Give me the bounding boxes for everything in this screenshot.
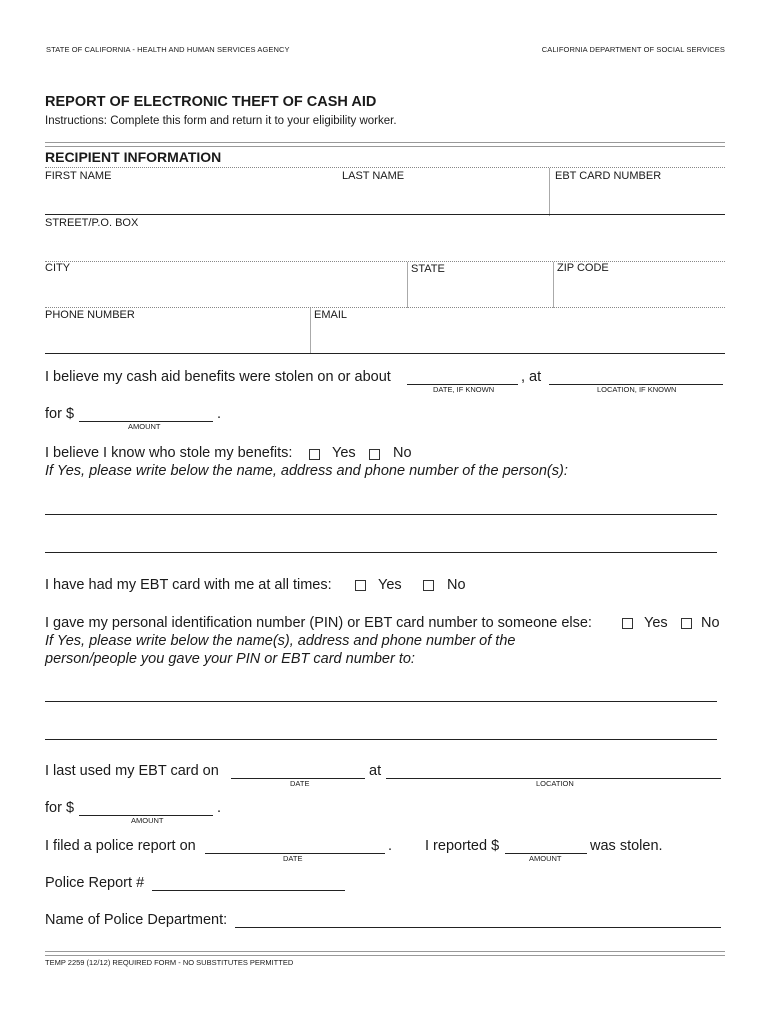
know-who-no-checkbox[interactable] — [369, 449, 380, 460]
card-with-me-question: I have had my EBT card with me at all times: — [45, 577, 332, 593]
city-state-zip-field[interactable] — [45, 307, 725, 308]
footer-divider-2 — [45, 955, 725, 956]
state-divider — [407, 262, 408, 308]
phone-label: PHONE NUMBER — [45, 309, 135, 321]
street-label: STREET/P.O. BOX — [45, 217, 139, 229]
form-id: TEMP 2259 (12/12) REQUIRED FORM - NO SUBSTITUTES PERMITTED — [45, 958, 294, 967]
last-used-location-hint: LOCATION — [536, 779, 574, 788]
stolen-location-hint: LOCATION, IF KNOWN — [597, 385, 677, 394]
pin-recipient-line-2[interactable] — [45, 739, 717, 740]
know-who-yes-checkbox[interactable] — [309, 449, 320, 460]
first-name-label: FIRST NAME — [45, 170, 112, 182]
zip-divider — [553, 262, 554, 308]
police-filed-period: . — [388, 838, 393, 854]
card-with-me-yes-checkbox[interactable] — [355, 580, 366, 591]
gave-pin-yes-checkbox[interactable] — [622, 618, 633, 629]
police-date-hint: DATE — [283, 854, 303, 863]
agency-header: STATE OF CALIFORNIA - HEALTH AND HUMAN SERVICES AGENCY — [46, 45, 290, 54]
section-divider-top-2 — [45, 146, 725, 147]
know-who-yes-label: Yes — [332, 445, 356, 461]
email-divider — [310, 308, 311, 354]
card-with-me-no-checkbox[interactable] — [423, 580, 434, 591]
police-department-label: Name of Police Department: — [45, 912, 228, 928]
zip-label: ZIP CODE — [557, 262, 609, 274]
last-used-period: . — [217, 800, 222, 816]
ebt-divider — [549, 168, 550, 216]
form-instructions: Instructions: Complete this form and return it to your eligibility worker. — [45, 115, 397, 127]
stolen-at: , at — [521, 369, 542, 385]
gave-pin-question: I gave my personal identification number (PIN) or EBT card number to someone else: — [45, 615, 592, 631]
was-stolen-text: was stolen. — [590, 838, 663, 854]
last-used-for: for $ — [45, 800, 75, 816]
recipient-top-rule — [45, 167, 725, 168]
last-name-label: LAST NAME — [342, 170, 405, 182]
stolen-for: for $ — [45, 406, 75, 422]
stolen-text: I believe my cash aid benefits were stolen on or about — [45, 369, 391, 385]
police-report-number-label: Police Report # — [45, 875, 145, 891]
last-used-text: I last used my EBT card on — [45, 763, 219, 779]
name-ebt-field[interactable] — [45, 214, 725, 215]
thief-info-line-2[interactable] — [45, 552, 717, 553]
card-with-me-yes-label: Yes — [378, 577, 402, 593]
department-header: CALIFORNIA DEPARTMENT OF SOCIAL SERVICES — [541, 45, 725, 54]
reported-text: I reported $ — [425, 838, 500, 854]
gave-pin-instruction-2: person/people you gave your PIN or EBT card number to: — [45, 651, 415, 667]
ebt-card-label: EBT CARD NUMBER — [555, 170, 662, 182]
police-department-field[interactable] — [235, 927, 721, 928]
know-who-question: I believe I know who stole my benefits: — [45, 445, 293, 461]
state-label: STATE — [411, 263, 445, 275]
city-label: CITY — [45, 262, 71, 274]
thief-info-line-1[interactable] — [45, 514, 717, 515]
recipient-section-title: RECIPIENT INFORMATION — [45, 149, 222, 165]
last-used-date-hint: DATE — [290, 779, 310, 788]
know-who-no-label: No — [393, 445, 412, 461]
stolen-period: . — [217, 406, 222, 422]
footer-divider — [45, 951, 725, 952]
form-title: REPORT OF ELECTRONIC THEFT OF CASH AID — [45, 94, 377, 110]
last-used-amount-hint: AMOUNT — [131, 816, 164, 825]
gave-pin-no-checkbox[interactable] — [681, 618, 692, 629]
stolen-date-hint: DATE, IF KNOWN — [433, 385, 495, 394]
stolen-amount-hint: AMOUNT — [128, 422, 161, 431]
gave-pin-instruction-1: If Yes, please write below the name(s), address and phone number of the — [45, 633, 516, 649]
police-filed-text: I filed a police report on — [45, 838, 196, 854]
section-divider-top — [45, 142, 725, 143]
street-field[interactable] — [45, 261, 725, 262]
police-report-number-field[interactable] — [152, 890, 345, 891]
email-label: EMAIL — [314, 309, 348, 321]
phone-email-field[interactable] — [45, 353, 725, 354]
know-who-instruction: If Yes, please write below the name, address and phone number of the person(s): — [45, 463, 568, 479]
pin-recipient-line-1[interactable] — [45, 701, 717, 702]
stolen-statement — [45, 369, 391, 385]
last-used-at: at — [369, 763, 382, 779]
gave-pin-no-label: No — [701, 615, 720, 631]
reported-amount-hint: AMOUNT — [529, 854, 562, 863]
gave-pin-yes-label: Yes — [644, 615, 668, 631]
card-with-me-no-label: No — [447, 577, 466, 593]
